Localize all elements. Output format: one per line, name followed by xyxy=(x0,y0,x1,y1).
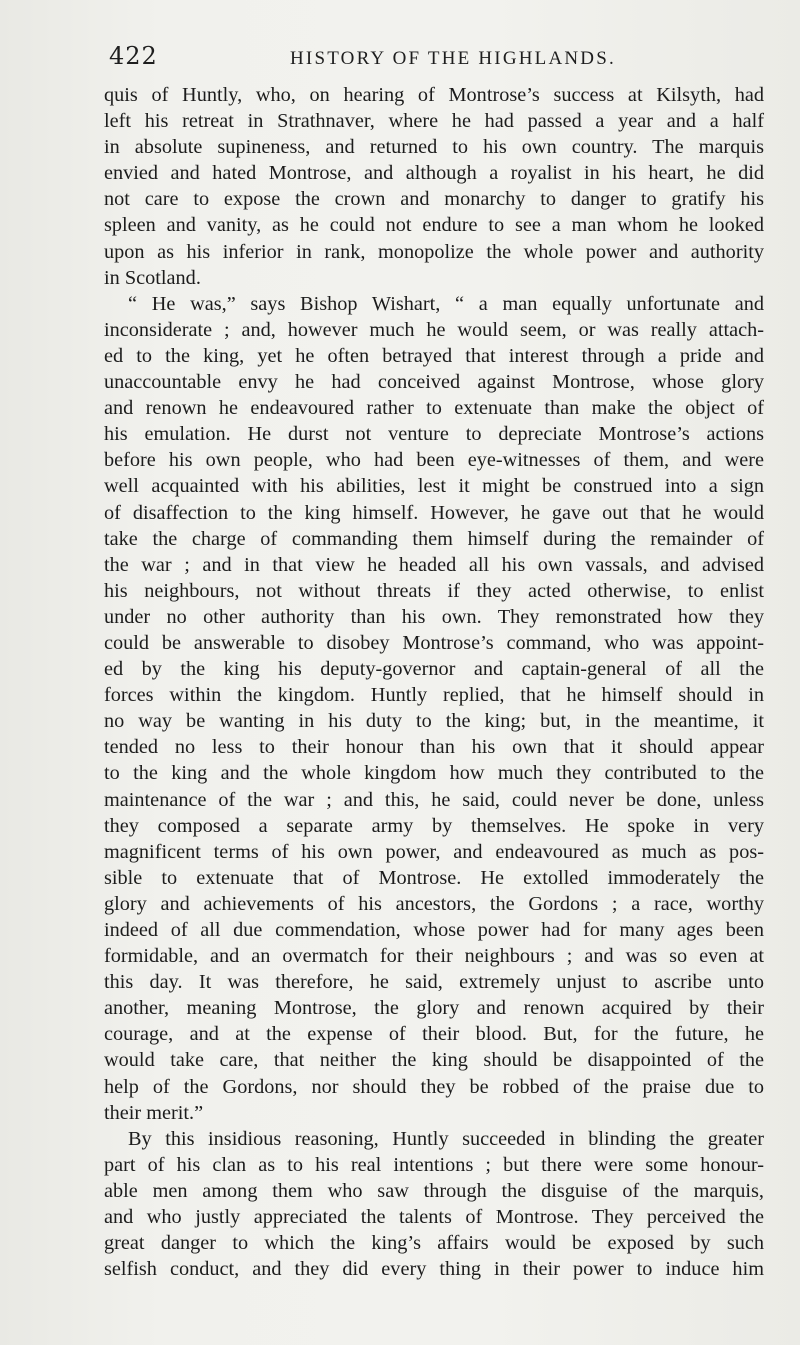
text-line: envied and hated Montrose, and although a royalist in his heart, he did xyxy=(104,162,764,185)
text-line: courage, and at the expense of their blood. But, for the future, he xyxy=(104,1023,764,1046)
paragraph-3 xyxy=(104,1126,764,1283)
text-line: left his retreat in Strathnaver, where he had passed a year and a half xyxy=(104,110,764,133)
text-line: help of the Gordons, nor should they be robbed of the praise due to xyxy=(104,1075,764,1098)
text-line: tended no less to their honour than his own that it should appear xyxy=(104,736,764,759)
text-line: part of his clan as to his real intentions ; but there were some honour- xyxy=(104,1153,764,1176)
text-line: selfish conduct, and they did every thing in their power to induce him xyxy=(104,1258,764,1281)
page-header xyxy=(0,42,800,82)
text-line: indeed of all due commendation, whose power had for many ages been xyxy=(104,919,764,941)
running-head: HISTORY OF THE HIGHLANDS. xyxy=(290,48,616,69)
text-line: under no other authority than his own. They remonstrated how they xyxy=(104,605,764,628)
text-line: spleen and vanity, as he could not endure to see a man whom he looked xyxy=(104,214,764,237)
text-line: take the charge of commanding them himself during the remainder of xyxy=(104,527,764,550)
text-line: forces within the kingdom. Huntly replied, that he himself should in xyxy=(104,684,764,707)
text-line: no way be wanting in his duty to the king; but, in the meantime, it xyxy=(104,710,764,733)
text-line: upon as his inferior in rank, monopolize the whole power and authority xyxy=(104,240,764,263)
text-line: before his own people, who had been eye-witnesses of them, and were xyxy=(104,449,764,472)
paragraph-1 xyxy=(104,82,764,291)
text-line: ed by the king his deputy-governor and captain-general of all the xyxy=(104,658,764,681)
text-line: inconsiderate ; and, however much he would seem, or was really attach- xyxy=(104,318,764,341)
text-line: his emulation. He durst not venture to depreciate Montrose’s actions xyxy=(104,423,764,446)
text-line: able men among them who saw through the disguise of the marquis, xyxy=(104,1179,764,1202)
text-line: sible to extenuate that of Montrose. He extolled immoderately the xyxy=(104,866,764,889)
text-line: maintenance of the war ; and this, he said, could never be done, unless xyxy=(104,788,764,811)
body-text xyxy=(104,82,764,1282)
text-line: By this insidious reasoning, Huntly succeeded in blinding the greater xyxy=(128,1127,764,1150)
text-line: in absolute supineness, and returned to his own country. The marquis xyxy=(104,136,764,159)
text-line: in Scotland. xyxy=(104,266,201,289)
text-line: great danger to which the king’s affairs would be exposed by such xyxy=(104,1232,764,1255)
text-line: they composed a separate army by themselves. He spoke in very xyxy=(104,814,764,837)
text-line: and who justly appreciated the talents of Montrose. They perceived the xyxy=(104,1206,764,1229)
text-line: not care to expose the crown and monarchy to danger to gratify his xyxy=(104,188,764,211)
text-line: quis of Huntly, who, on hearing of Montrose’s success at Kilsyth, had xyxy=(104,84,764,106)
page-number: 422 xyxy=(109,42,158,70)
text-line: the war ; and in that view he headed all his own vassals, and advised xyxy=(104,553,764,576)
text-line: “ He was,” says Bishop Wishart, “ a man equally unfortunate and xyxy=(128,292,764,315)
text-line: unaccountable envy he had conceived against Montrose, whose glory xyxy=(104,371,764,394)
text-line: of disaffection to the king himself. However, he gave out that he would xyxy=(104,501,764,524)
text-line: another, meaning Montrose, the glory and renown acquired by their xyxy=(104,997,764,1020)
text-line: well acquainted with his abilities, lest it might be construed into a sign xyxy=(104,475,764,498)
text-line: would take care, that neither the king should be disappointed of the xyxy=(104,1049,764,1072)
text-line: glory and achievements of his ancestors, the Gordons ; a race, worthy xyxy=(104,892,764,915)
paragraph-2 xyxy=(104,291,764,1126)
text-line: his neighbours, not without threats if they acted otherwise, to enlist xyxy=(104,579,764,602)
text-line: ed to the king, yet he often betrayed that interest through a pride and xyxy=(104,344,764,367)
text-line: their merit.” xyxy=(104,1101,204,1124)
text-line: this day. It was therefore, he said, extremely unjust to ascribe unto xyxy=(104,971,764,994)
text-line: magnificent terms of his own power, and endeavoured as much as pos- xyxy=(104,840,764,863)
text-line: and renown he endeavoured rather to extenuate than make the object of xyxy=(104,397,764,420)
text-line: to the king and the whole kingdom how much they contributed to the xyxy=(104,762,764,785)
text-line: could be answerable to disobey Montrose’s command, who was appoint- xyxy=(104,631,764,654)
text-line: formidable, and an overmatch for their neighbours ; and was so even at xyxy=(104,945,764,968)
